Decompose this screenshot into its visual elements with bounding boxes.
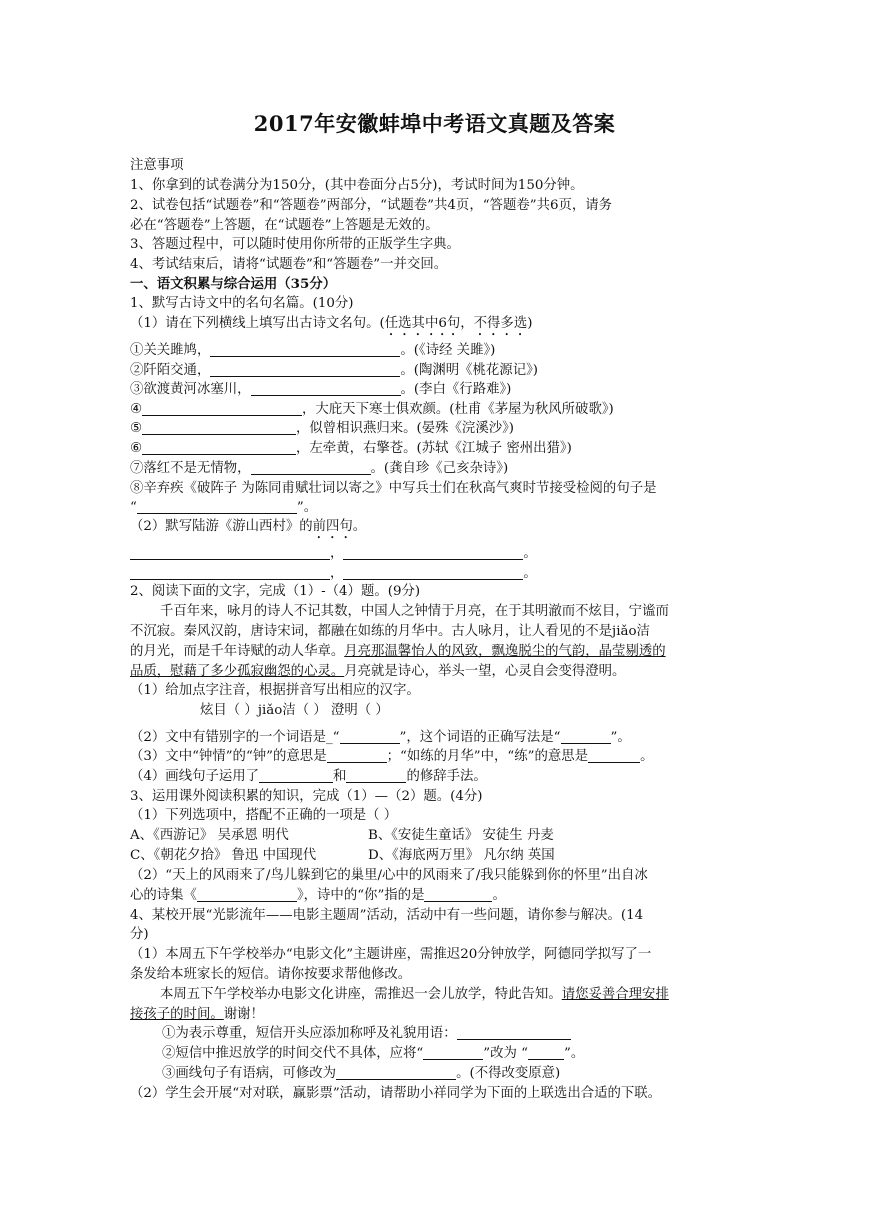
text: ”改为 “	[483, 1046, 529, 1061]
answer-blank[interactable]	[197, 887, 297, 902]
q4-sub1a: （1）本周五下午学校举办“电影文化”主题讲座，需推迟20分钟放学，阿德同学拟写了一	[130, 947, 652, 962]
q4-message-1	[160, 985, 772, 1004]
poem-line-3	[130, 380, 742, 399]
answer-blank[interactable]	[327, 748, 387, 763]
answer-blank[interactable]	[142, 401, 302, 416]
answer-blank[interactable]	[336, 1065, 456, 1080]
q1-part2-text: （2）默写陆游《游山西村》的	[130, 519, 313, 534]
q1-part1-end: )	[527, 316, 533, 331]
page-title: 2017年安徽蚌埠中考语文真题及答案	[253, 111, 616, 136]
q1-part2	[130, 517, 742, 542]
q4-sub2: （2）学生会开展“对对联，赢影票”活动，请帮助小祥同学为下面的上联选出合适的下联。	[130, 1086, 662, 1101]
answer-blank[interactable]	[343, 545, 523, 560]
answer-blank[interactable]	[210, 342, 400, 357]
q3-sub2a: （2）“天上的风雨来了/鸟儿躲到它的巢里/心中的风雨来了/我只能躲到你的怀里”出自冰	[130, 868, 648, 883]
answer-blank[interactable]	[528, 1045, 564, 1060]
note-4: 4、考试结束后，请将“试题卷”和“答题卷”一并交回。	[130, 257, 448, 272]
quote-open: “	[130, 500, 137, 515]
q2-text-3	[130, 642, 742, 661]
poem-line-7	[130, 459, 742, 478]
q4-req-3	[162, 1064, 774, 1083]
answer-blank[interactable]	[457, 1025, 571, 1040]
poem-text: ⑦落红不是无情物，	[130, 461, 251, 476]
text-plain: 本周五下午学校举办电影文化讲座，需推迟一会儿放学，特此告知。	[160, 987, 562, 1002]
text-plain: 的月光，而是千年诗赋的动人华章。	[130, 644, 345, 659]
poem-source: ，大庇天下寒士俱欢颜。(杜甫《茅屋为秋风所破歌》)	[302, 402, 614, 417]
q1-part2-emphasis: 前四句	[312, 519, 353, 534]
text: 的修辞手法。	[406, 769, 487, 784]
text: ”。	[564, 1046, 585, 1061]
notes-heading: 注意事项	[130, 158, 184, 173]
note-3: 3、答题过程中，可以随时使用你所带的正版学生字典。	[130, 237, 460, 252]
q3-options-ab	[130, 826, 742, 845]
text: （4）画线句子运用了	[130, 769, 260, 784]
option-b: B、《安徒生童话》 安徒生 丹麦	[368, 828, 554, 843]
answer-blank[interactable]	[259, 768, 333, 783]
answer-blank[interactable]	[346, 768, 406, 783]
text-plain: 谢谢！	[223, 1007, 264, 1022]
text-underlined: 月亮那温馨怡人的风致，飘逸脱尘的气韵，晶莹剔透的	[344, 644, 666, 659]
q2-sub2	[130, 728, 742, 747]
answer-blank[interactable]	[137, 499, 297, 514]
text: （3）文中“钟情”的“钟”的意思是	[130, 749, 327, 764]
q4-req-2	[162, 1044, 774, 1063]
q4-stem-1: 4、某校开展“光影流年——电影主题周”活动，活动中有一些问题，请你参与解决。(14	[130, 908, 644, 923]
poem-line-8a: ⑧辛弃疾《破阵子 为陈同甫赋壮词以寄之》中写兵士们在秋高气爽时节接受检阅的句子是	[130, 481, 657, 496]
note-1: 1、你拿到的试卷满分为150分，(其中卷面分占5分)，考试时间为150分钟。	[130, 178, 584, 193]
text-underlined: 请您妥善合理安排	[561, 987, 669, 1002]
q2-sub3	[130, 747, 742, 766]
comma: ，	[330, 566, 344, 581]
text: 。(不得改变原意)	[456, 1066, 561, 1081]
q3-sub2b	[130, 886, 742, 905]
answer-blank[interactable]	[210, 362, 400, 377]
q4-sub1b: 条发给本班家长的短信。请你按要求帮他修改。	[130, 967, 412, 982]
q2-sub1-items: 炫目（ ）jiǎo洁（ ） 澄明（ ）	[200, 703, 389, 718]
poem-text: ①关关雎鸠，	[130, 343, 211, 358]
q2-sub1: （1）给加点字注音，根据拼音写出相应的汉字。	[130, 683, 420, 698]
poem-source: 。(《诗经 关雎》)	[400, 343, 496, 358]
poem-text: ③欲渡黄河冰塞川，	[130, 382, 251, 397]
answer-blank[interactable]	[588, 748, 640, 763]
option-c: C、《朝花夕拾》 鲁迅 中国现代	[130, 848, 317, 863]
poem-write-row-2	[130, 564, 742, 583]
q4-stem-2: 分)	[130, 927, 149, 942]
poem-line-5	[130, 419, 742, 438]
poem-text: ⑤	[130, 421, 143, 436]
text: ”。	[610, 730, 631, 745]
period: 。	[523, 566, 537, 581]
q1-part2-end: 。	[352, 519, 367, 534]
poem-text: ②阡陌交通，	[130, 363, 211, 378]
answer-blank[interactable]	[343, 565, 523, 580]
poem-source: ，似曾相识燕归来。(晏殊《浣溪沙》)	[296, 421, 515, 436]
answer-blank[interactable]	[130, 545, 330, 560]
q2-stem: 2、阅读下面的文字，完成（1）-（4）题。(9分)	[130, 584, 421, 599]
q1-stem: 1、默写古诗文中的名句名篇。(10分)	[130, 296, 354, 311]
q2-sub4	[130, 767, 742, 786]
section-heading: 一、语文积累与综合运用（35分）	[130, 276, 337, 292]
text: 》，诗中的“你”指的是	[296, 888, 425, 903]
q1-part1-emphasis: 任选其中6句，不得多选	[384, 316, 528, 331]
quote-close: ”。	[296, 500, 318, 515]
poem-text: ④	[130, 402, 143, 417]
poem-line-1	[130, 341, 742, 360]
poem-line-6	[130, 439, 742, 458]
q1-part1-text: （1）请在下列横线上填写出古诗文名句。(	[130, 316, 385, 331]
poem-source: 。(陶渊明《桃花源记》)	[400, 363, 538, 378]
q4-req-1	[162, 1024, 774, 1043]
answer-blank[interactable]	[561, 729, 611, 744]
poem-source: 。(李白《行路难》)	[400, 382, 512, 397]
period: 。	[523, 546, 537, 561]
answer-blank[interactable]	[251, 381, 401, 396]
text: ③画线句子有语病，可修改为	[162, 1066, 337, 1081]
poem-write-row-1	[130, 544, 742, 563]
text: 。	[492, 888, 506, 903]
poem-line-8b	[130, 498, 742, 517]
comma: ，	[330, 546, 344, 561]
text: （2）文中有错别字的一个词语是_“	[130, 730, 340, 745]
poem-line-4	[130, 400, 742, 419]
poem-source: 。(龚自珍《己亥杂诗》)	[370, 461, 509, 476]
q1-part1	[130, 314, 742, 339]
text: ；“如练的月华”中，“练”的意思是	[386, 749, 589, 764]
poem-line-2	[130, 361, 742, 380]
note-2b: 必在“答题卷”上答题，在“试题卷”上答题是无效的。	[130, 218, 439, 233]
text: 。	[640, 749, 654, 764]
q3-stem: 3、运用课外阅读积累的知识，完成（1）—（2）题。(4分)	[130, 789, 483, 804]
poem-source: ，左牵黄，右擎苍。(苏轼《江城子 密州出猎》)	[296, 441, 572, 456]
option-a: A、《西游记》 吴承恩 明代	[130, 828, 289, 843]
q3-sub1: （1）下列选项中，搭配不正确的一项是（ ）	[130, 808, 398, 823]
text-underlined: 接孩子的时间。	[130, 1007, 224, 1022]
text: ①为表示尊重，短信开头应添加称呼及礼貌用语：	[162, 1026, 457, 1041]
poem-text: ⑥	[130, 441, 143, 456]
q2-text-4	[130, 662, 742, 681]
answer-blank[interactable]	[142, 420, 296, 435]
answer-blank[interactable]	[424, 887, 492, 902]
option-d: D、《海底两万里》 凡尔纳 英国	[368, 848, 555, 863]
answer-blank[interactable]	[142, 440, 296, 455]
answer-blank[interactable]	[130, 565, 330, 580]
text-underlined: 品质，慰藉了多少孤寂幽怨的心灵。	[130, 664, 345, 679]
q4-message-2	[130, 1005, 742, 1024]
answer-blank[interactable]	[423, 1045, 483, 1060]
text: ”，这个词语的正确写法是“	[399, 730, 561, 745]
q2-text-1: 千百年来，咏月的诗人不记其数，中国人之钟情于月亮，在于其明澈而不炫目，宁谧而	[160, 604, 669, 619]
text-plain: 月亮就是诗心，举头一望，心灵自会变得澄明。	[344, 664, 626, 679]
text: 心的诗集《	[130, 888, 197, 903]
answer-blank[interactable]	[251, 460, 371, 475]
note-2a: 2、试卷包括“试题卷”和“答题卷”两部分，“试题卷”共4页，“答题卷”共6页，请务	[130, 198, 613, 213]
text: ②短信中推迟放学的时间交代不具体，应将“	[162, 1046, 424, 1061]
text: 和	[333, 769, 347, 784]
answer-blank[interactable]	[340, 729, 400, 744]
q2-text-2: 不沉寂。秦风汉韵，唐诗宋词，都融在如练的月华中。古人咏月，让人看见的不是jiǎo洁	[130, 624, 650, 639]
q3-options-cd	[130, 846, 742, 865]
